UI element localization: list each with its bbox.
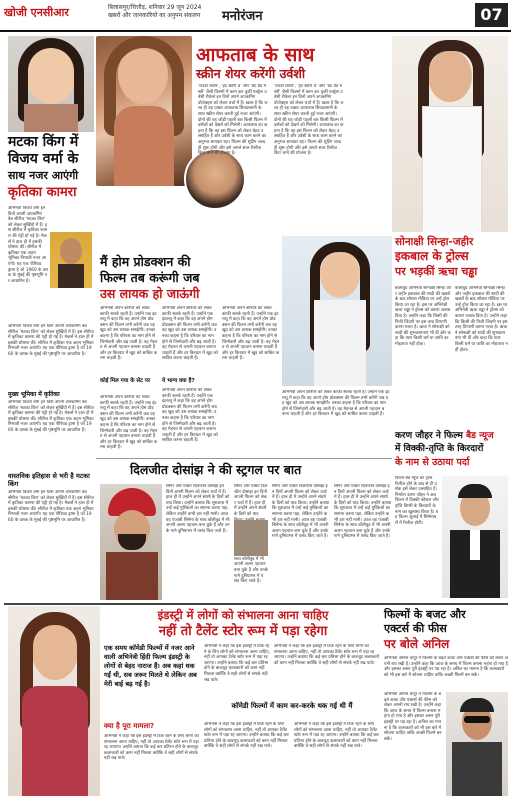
industry-body: अभिनेत्री ने कहा कि इस इंडस्ट्री में टिके रहने के लिए लोगों को संभालना आना चाहिए, नहीं तो आपका टैलेंट स्टोर रूम में पड़ा रह जाएगा। उन्होंने बताया कि कई बार प्रतिभा होने के बावजूद कलाकारों को काम नहीं मिलता क्योंकि वे सही लोगों से संपर्क नहीं रख पाते। — [104, 734, 199, 762]
urvashi-body-col2: 'राउडी राठौर', 'हेट स्टोरी 4' और 'ग्रेट ग्रैंड मस्ती' जैसी फिल्मों में काम कर चुकीं एक्ट्रेस उर्वशी रौतेला इन दिनों अपने अपकमिंग प्रोजेक्ट्स को लेकर चर्चा में हैं। खबर है कि जल्द ही वह एक्टर आफताब शिवदासानी के साथ स्क्रीन शेयर करती हुई नजर आएंगी। दोनों की यह जोड़ी पहली बार किसी फिल्म में दर्शकों को देखने को मिलेगी। आफताब का कहना है कि वह इस फिल्म को लेकर बेहद उत्साहित हैं और उर्वशी के साथ काम करने का अनुभव शानदार रहा। फिल्म की शूटिंग जल्द ही शुरू होगी और इसे अगले साल रिलीज किए जाने की योजना है। — [274, 84, 344, 157]
page-number: 07 — [475, 3, 508, 27]
home-body: अभिनेत्री अपने करियर को लेकर काफी सतर्क रहती हैं। उन्होंने एक इंटरव्यू में कहा कि वह अपने होम प्रोडक्शन की फिल्म तभी करेंगी जब वह खुद को उस लायक समझेंगी। उनका कहना है कि परिवार का नाम होने से जिम्मेदारी और बढ़ जाती है। वह मेहनत से अपनी पहचान बनाना चाहती हैं और हर किरदार में खुद को साबित करना चाहती हैं। — [100, 306, 158, 362]
anil-heading-line1: फिल्मों के बजट और — [384, 608, 466, 621]
home-sub2: ये भाग्य क्या है? — [162, 378, 195, 384]
industry-heading-line1: इंडस्ट्री में लोगों को संभालना आना चाहिए — [157, 608, 329, 622]
home-heading-line1: मैं होम प्रोडक्शन की — [100, 254, 191, 269]
section-title: मनोरंजन — [222, 9, 263, 24]
kritika-heading-line4: कृतिका कामरा — [8, 185, 77, 200]
kritika-heading — [8, 134, 108, 201]
karan-body: फिल्म बैड न्यूज का ट्रेलर रिलीज होने के बाद से ही दर्शक इसे लेकर उत्साहित हैं। निर्माता करण जौहर ने अब फिल्म में विक्की कौशल और तृप्ति डिमरी के किरदारों के नाम का खुलासा किया है। यह फिल्म जुलाई में सिनेमाघरों में रिलीज होगी। — [395, 476, 439, 526]
industry-body-col3: अभिनेत्री ने कहा कि इस इंडस्ट्री में टिके रहने के लिए लोगों को संभालना आना चाहिए, नहीं तो आपका टैलेंट स्टोर रूम में पड़ा रह जाएगा। उन्होंने बताया कि कई बार प्रतिभा होने के बावजूद कलाकारों को काम नहीं मिलता क्योंकि वे सही लोगों से संपर्क नहीं रख पाते। — [204, 722, 289, 750]
anil-body-col2: अभिनेता अनिल कपूर ने फिल्मों के बढ़ते बजट और एक्टर्स की फीस को लेकर अपनी राय रखी है। उन्होंने कहा कि आज के समय में फिल्म बनाना महंगा हो गया है और इसका असर पूरी इंडस्ट्री पर पड़ रहा है। अनिल का मानना है कि कलाकारों को भी इस बारे में सोचना चाहिए ताकि अच्छी फिल्में बन सकें। — [384, 692, 442, 742]
kritika-body3: अभिनेता विजय वर्मा इन दिनों अपनी अपकमिंग वेब सीरीज 'मटका किंग' को लेकर सुर्खियों में हैं। इस सीरीज में कृतिका कामरा की एंट्री हो गई है। मेकर्स ने हाल ही में इसकी घोषणा की। सीरीज में कृतिका एक अहम भूमिका निभाती नजर आएंगी। यह एक पीरियड ड्रामा है जो 1960 के दशक के मुंबई की पृष्ठभूमि पर आधारित है। — [8, 490, 94, 523]
kritika-intro: अभिनेता विजय वर्मा इन दिनों अपनी अपकमिंग वेब सीरीज 'मटका किंग' को लेकर सुर्खियों में हैं। इस सीरीज में कृतिका कामरा की एंट्री हो गई है। मेकर्स ने हाल ही में इसकी घोषणा की। सीरीज में कृतिका एक अहम भूमिका निभाती नजर आएंगी। यह एक पीरियड ड्रामा है जो 1960 के दशक के मुंबई की पृष्ठभूमि पर आधारित है। — [8, 206, 48, 284]
industry-actress-photo — [8, 606, 100, 796]
richa-body-col2: बॉलीवुड अभिनेत्री सोनाक्षी सिन्हा और जहीर इकबाल की शादी की खबरों के बाद सोशल मीडिया पर उन्हें ट्रोल किया जा रहा है। इस पर अभिनेत्री ऋचा चड्ढा ने ट्रोल्स को करारा जवाब दिया है। उन्होंने कहा कि किसी की निजी जिंदगी पर इस तरह टिप्पणी करना गलत है। ऋचा ने सोनाक्षी को शादी की शुभकामनाएं भी दीं और कहा कि प्यार किसी धर्म या जाति का मोहताज नहीं होता। — [455, 286, 508, 353]
industry-sub: कॉमेडी फिल्मों में काम कर-करके थक गई थी मैं — [231, 702, 353, 710]
karan-heading-line1 — [395, 430, 509, 443]
home-body-col3: अभिनेत्री अपने करियर को लेकर काफी सतर्क रहती हैं। उन्होंने एक इंटरव्यू में कहा कि वह अपने होम प्रोडक्शन की फिल्म तभी करेंगी जब वह खुद को उस लायक समझेंगी। उनका कहना है कि परिवार का नाम होने से जिम्मेदारी और बढ़ जाती है। वह मेहनत से अपनी पहचान बनाना चाहती हैं और हर किरदार में खुद को साबित करना चाहती हैं। — [222, 306, 280, 362]
urvashi-heading — [196, 44, 368, 82]
richa-heading-line2: इकबाल के ट्रोल्स — [395, 249, 469, 263]
diljit-body: सिंगर और एक्टर दिलजीत दोसांझ इन दिनों अपनी फिल्म को लेकर चर्चा में हैं। हाल ही में उन्होंने अपने संघर्ष के दिनों को याद किया। उन्होंने बताया कि शुरुआत में उन्हें कई मुश्किलों का सामना करना पड़ा, लेकिन उन्होंने कभी हार नहीं मानी। आज वह पंजाबी सिनेमा के साथ बॉलीवुड में भी अपनी अलग पहचान बना चुके हैं और उनके गाने दुनियाभर में पसंद किए जाते हैं। — [166, 484, 230, 534]
urvashi-photo — [96, 36, 192, 186]
diljit-body-col4: सिंगर और एक्टर दिलजीत दोसांझ इन दिनों अपनी फिल्म को लेकर चर्चा में हैं। हाल ही में उन्होंने अपने संघर्ष के दिनों को याद किया। उन्होंने बताया कि शुरुआत में उन्हें कई मुश्किलों का सामना करना पड़ा, लेकिन उन्होंने कभी हार नहीं मानी। आज वह पंजाबी सिनेमा के साथ बॉलीवुड में भी अपनी अलग पहचान बना चुके हैं और उनके गाने दुनियाभर में पसंद किए जाते हैं। — [334, 484, 392, 540]
diljit-body-col3: सिंगर और एक्टर दिलजीत दोसांझ इन दिनों अपनी फिल्म को लेकर चर्चा में हैं। हाल ही में उन्होंने अपने संघर्ष के दिनों को याद किया। उन्होंने बताया कि शुरुआत में उन्हें कई मुश्किलों का सामना करना पड़ा, लेकिन उन्होंने कभी हार नहीं मानी। आज वह पंजाबी सिनेमा के साथ बॉलीवुड में भी अपनी अलग पहचान बना चुके हैं और उनके गाने दुनियाभर में पसंद किए जाते हैं। — [272, 484, 330, 540]
richa-heading-line3: पर भड़कीं ऋचा चड्ढा — [395, 265, 478, 278]
header-info — [108, 4, 218, 20]
kritika-heading-line1: मटका किंग में — [8, 134, 79, 150]
diljit-photo — [100, 484, 162, 600]
kritika-body: अभिनेता विजय वर्मा इन दिनों अपनी अपकमिंग वेब सीरीज 'मटका किंग' को लेकर सुर्खियों में हैं। इस सीरीज में कृतिका कामरा की एंट्री हो गई है। मेकर्स ने हाल ही में इसकी घोषणा की। सीरीज में कृतिका एक अहम भूमिका निभाती नजर आएंगी। यह एक पीरियड ड्रामा है जो 1960 के दशक के मुंबई की पृष्ठभूमि पर आधारित है। — [8, 324, 94, 357]
diljit-inset-photo — [234, 520, 268, 556]
bottom-divider — [4, 603, 508, 605]
actress-photo — [282, 236, 392, 386]
karan-heading-text: करण जौहर ने फिल्म — [395, 431, 463, 441]
karan-heading-movie: बैड न्यूज — [466, 431, 494, 441]
kritika-sub1: मुख्य भूमिका में कृतिका — [8, 391, 60, 398]
home-heading-line3: उस लायक हो जाऊंगी — [100, 286, 200, 301]
header-tagline: खबरों और जानकारियों का अनुपम संकलन — [108, 12, 201, 19]
urvashi-heading-line2: स्क्रीन शेयर करेंगी उर्वशी — [196, 66, 306, 81]
vijay-photo — [50, 232, 92, 288]
industry-body-col2: अभिनेत्री ने कहा कि इस इंडस्ट्री में टिके रहने के लिए लोगों को संभालना आना चाहिए, नहीं तो आपका टैलेंट स्टोर रूम में पड़ा रह जाएगा। उन्होंने बताया कि कई बार प्रतिभा होने के बावजूद कलाकारों को काम नहीं मिलता क्योंकि वे सही लोगों से संपर्क नहीं रख पाते। — [204, 644, 270, 683]
industry-question: क्या है पूरा मामला? — [104, 722, 155, 730]
page-header — [0, 0, 511, 32]
divider — [96, 458, 392, 459]
kritika-photo — [8, 36, 94, 132]
industry-body-col4: अभिनेत्री ने कहा कि इस इंडस्ट्री में टिके रहने के लिए लोगों को संभालना आना चाहिए, नहीं तो आपका टैलेंट स्टोर रूम में पड़ा रह जाएगा। उन्होंने बताया कि कई बार प्रतिभा होने के बावजूद कलाकारों को काम नहीं मिलता क्योंकि वे सही लोगों से संपर्क नहीं रख पाते। — [274, 644, 379, 666]
richa-heading — [395, 235, 509, 279]
richa-photo — [392, 36, 508, 232]
anil-heading — [384, 608, 508, 652]
industry-quote: एक समय कॉमेडी फिल्मों में नजर आने वाली अभिनेत्री हिंदी फिल्म इंडस्ट्री के लोगों से बेहद नाराज हैं। अब कहां थक गईं थी, सब जरूर मिलते थे लेकिन अब मेरी बाई बढ़ गई है। — [104, 644, 197, 688]
richa-heading-line1: सोनाक्षी सिन्हा-जहीर — [395, 236, 474, 248]
home-body2: अभिनेत्री अपने करियर को लेकर काफी सतर्क रहती हैं। उन्होंने एक इंटरव्यू में कहा कि वह अपने होम प्रोडक्शन की फिल्म तभी करेंगी जब वह खुद को उस लायक समझेंगी। उनका कहना है कि परिवार का नाम होने से जिम्मेदारी और बढ़ जाती है। वह मेहनत से अपनी पहचान बनाना चाहती हैं और हर किरदार में खुद को साबित करना चाहती हैं। — [100, 395, 158, 451]
home-body-col2b: अभिनेत्री अपने करियर को लेकर काफी सतर्क रहती हैं। उन्होंने एक इंटरव्यू में कहा कि वह अपने होम प्रोडक्शन की फिल्म तभी करेंगी जब वह खुद को उस लायक समझेंगी। उनका कहना है कि परिवार का नाम होने से जिम्मेदारी और बढ़ जाती है। वह मेहनत से अपनी पहचान बनाना चाहती हैं और हर किरदार में खुद को साबित करना चाहती हैं। — [162, 388, 218, 444]
richa-body: बॉलीवुड अभिनेत्री सोनाक्षी सिन्हा और जहीर इकबाल की शादी की खबरों के बाद सोशल मीडिया पर उन्हें ट्रोल किया जा रहा है। इस पर अभिनेत्री ऋचा चड्ढा ने ट्रोल्स को करारा जवाब दिया है। उन्होंने कहा कि किसी की निजी जिंदगी पर इस तरह टिप्पणी करना गलत है। ऋचा ने सोनाक्षी को शादी की शुभकामनाएं भी दीं और कहा कि प्यार किसी धर्म या जाति का मोहताज नहीं होता। — [395, 286, 451, 347]
urvashi-body: 'राउडी राठौर', 'हेट स्टोरी 4' और 'ग्रेट ग्रैंड मस्ती' जैसी फिल्मों में काम कर चुकीं एक्ट्रेस उर्वशी रौतेला इन दिनों अपने अपकमिंग प्रोजेक्ट्स को लेकर चर्चा में हैं। खबर है कि जल्द ही वह एक्टर आफताब शिवदासानी के साथ स्क्रीन शेयर करती हुई नजर आएंगी। दोनों की यह जोड़ी पहली बार किसी फिल्म में दर्शकों को देखने को मिलेगी। आफताब का कहना है कि वह इस फिल्म को लेकर बेहद उत्साहित हैं और उर्वशी के साथ काम करने का अनुभव शानदार रहा। फिल्म की शूटिंग जल्द ही शुरू होगी और इसे अगले साल रिलीज किए जाने की योजना है। — [198, 84, 268, 157]
anil-photo — [446, 692, 508, 796]
industry-heading — [102, 608, 384, 640]
home-heading — [100, 254, 278, 302]
kritika-heading-line2: विजय वर्मा के — [8, 151, 79, 167]
home-body-col4: अभिनेत्री अपने करियर को लेकर काफी सतर्क रहती हैं। उन्होंने एक इंटरव्यू में कहा कि वह अपने होम प्रोडक्शन की फिल्म तभी करेंगी जब वह खुद को उस लायक समझेंगी। उनका कहना है कि परिवार का नाम होने से जिम्मेदारी और बढ़ जाती है। वह मेहनत से अपनी पहचान बनाना चाहती हैं और हर किरदार में खुद को साबित करना चाहती हैं। — [282, 390, 390, 418]
karan-heading-line3: के नाम से उठाया पर्दा — [395, 457, 470, 468]
karan-heading-line2: में विक्की-तृप्ति के किरदारों — [395, 444, 484, 454]
home-body-col2: अभिनेत्री अपने करियर को लेकर काफी सतर्क रहती हैं। उन्होंने एक इंटरव्यू में कहा कि वह अपने होम प्रोडक्शन की फिल्म तभी करेंगी जब वह खुद को उस लायक समझेंगी। उनका कहना है कि परिवार का नाम होने से जिम्मेदारी और बढ़ जाती है। वह मेहनत से अपनी पहचान बनाना चाहती हैं और हर किरदार में खुद को साबित करना चाहती हैं। — [162, 306, 218, 362]
diljit-heading: दिलजीत दोसांझ ने की स्ट्रगल पर बात — [130, 462, 302, 477]
anil-body: अभिनेता अनिल कपूर ने फिल्मों के बढ़ते बजट और एक्टर्स की फीस को लेकर अपनी राय रखी है। उन्होंने कहा कि आज के समय में फिल्म बनाना महंगा हो गया है और इसका असर पूरी इंडस्ट्री पर पड़ रहा है। अनिल का मानना है कि कलाकारों को भी इस बारे में सोचना चाहिए ताकि अच्छी फिल्में बन सकें। — [384, 656, 508, 678]
diljit-body-col2: सिंगर और एक्टर दिलजीत दोसांझ इन दिनों अपनी फिल्म को लेकर चर्चा में हैं। हाल ही में उन्होंने अपने संघर्ष के दिनों को याद साथ बॉलीवुड में भी अपनी अलग पहचान बना चुके हैं और उनके गाने दुनियाभर में पसंद किए जाते हैं। — [234, 484, 268, 585]
header-date: बिलासपुर/चित्तौड़, शनिवार 29 जून 2024 — [108, 4, 202, 11]
kritika-heading-line3: साथ नजर आएंगी — [8, 169, 79, 182]
karan-photo — [442, 476, 508, 598]
home-sub1: कोई मिल गया के सेट पर — [100, 378, 151, 384]
industry-body-col5: अभिनेत्री ने कहा कि इस इंडस्ट्री में टिके रहने के लिए लोगों को संभालना आना चाहिए, नहीं तो आपका टैलेंट स्टोर रूम में पड़ा रह जाएगा। उन्होंने बताया कि कई बार प्रतिभा होने के बावजूद कलाकारों को काम नहीं मिलता क्योंकि वे सही लोगों से संपर्क नहीं रख पाते। — [294, 722, 379, 750]
karan-heading — [395, 430, 509, 469]
industry-heading-line2: नहीं तो टैलेंट स्टोर रूम में पड़ा रहेगा — [158, 624, 328, 639]
home-heading-line2: फिल्म तब करूंगी जब — [100, 270, 200, 285]
anil-heading-line2: एक्टर्स की फीस — [384, 622, 447, 635]
anil-heading-line3: पर बोले अनिल — [384, 637, 450, 651]
kritika-body2: अभिनेता विजय वर्मा इन दिनों अपनी अपकमिंग वेब सीरीज 'मटका किंग' को लेकर सुर्खियों में हैं। इस सीरीज में कृतिका कामरा की एंट्री हो गई है। मेकर्स ने हाल ही में इसकी घोषणा की। सीरीज में कृतिका एक अहम भूमिका निभाती नजर आएंगी। यह एक पीरियड ड्रामा है जो 1960 के दशक के मुंबई की पृष्ठभूमि पर आधारित है। — [8, 400, 94, 433]
kritika-sub3: वास्तविक इतिहास से भरी है मटका किंग — [8, 472, 90, 488]
urvashi-heading-line1: आफताब के साथ — [196, 44, 315, 66]
newspaper-logo: खोजी एनसीआर — [4, 6, 69, 19]
